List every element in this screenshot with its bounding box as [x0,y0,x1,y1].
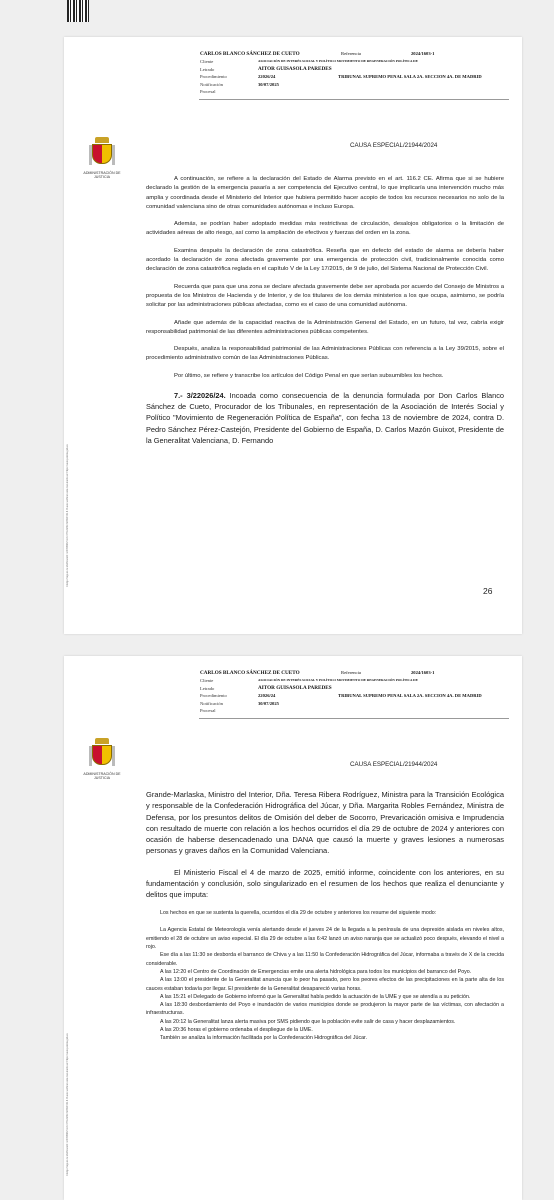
procesal-label: Procesal [200,89,216,95]
paragraph: Además, se podrían haber adoptado medidas más restrictivas de circulación, desalojos obligatorios o la limitación de actividades aéreas de alto riesgo, así como la ampliación de efectivos y fuerzas del orden en la zona. [146,221,504,237]
coat-of-arms-icon [89,738,115,770]
paragraph-7 [146,390,504,446]
paragraph: Después, analiza la responsabilidad patrimonial de las Administraciones Públicas con referencia a la Ley 39/2015, sobre el procedimiento administrativo común de las Administraciones Públicas. [146,346,504,362]
quote-item: A las 15:21 el Delegado de Gobierno informó que la Generalitat había pedido la actuación de la UME y que se atendía a su petición. [160,993,471,1000]
crest-label: ADMINISTRACIÓN DE JUSTICIA [83,171,121,180]
verification-side-text: Código Seguro de Verificación: E04799637-MJ-FP7UJM32-M9SW-0R.8 Puede verificar este documento en https://sede.justicia.gob.es [66,444,69,587]
page-number: 26 [483,586,493,596]
notification-label: Notificación [200,700,223,706]
reference-value: 2024/1603-1 [411,670,435,675]
lawyer-label: Letrado [200,66,215,72]
reference-label: Referencia [341,670,361,675]
coat-of-arms [76,137,128,180]
client-name: CARLOS BLANCO SÁNCHEZ DE CUETO [200,51,300,57]
quote-item: Ese día a las 11:30 se desborda el barranco de Chiva y a las 11:50 la Confederación Hidrográfica del Júcar, informaba a través de X de la crecida considerable. [146,952,504,967]
quote-intro: Los hechos en que se sustenta la querella, ocurridos el día 29 de octubre y anteriores los resume del siguiente modo: [160,910,437,917]
court-name: TRIBUNAL SUPREMO PENAL SALA 2A. SECCION 4A. DE MADRID [338,693,482,699]
quote-item: A las 20:36 horas el gobierno ordenaba el despliegue de la UME. [160,1027,313,1034]
client-label: Cliente [200,678,214,684]
document-header [200,51,510,95]
coat-of-arms [76,738,128,781]
paragraph: A continuación, se refiere a la declaración del Estado de Alarma previsto en el art. 116.2 CE. Afirma que si se hubiere declarado la gestión de la emergencia pasaría a ser competencia del Ejecutivo central, lo que implicaría una intervención mucho más amplia y coordinada desde el Ministerio del Interior que hubiera permitido hacer acopio de todos los recursos necesarios no solo de la comunidad valenciana sino de otras comunidades autónomas e incluso Europa. [146,176,504,210]
reference-label: Referencia [341,51,361,56]
header-divider [199,99,509,100]
procesal-label: Procesal [200,708,216,714]
coat-of-arms-icon [89,137,115,169]
notification-value: 30/07/2025 [258,81,279,87]
procedure-value: 22026/24 [258,74,276,80]
paragraph: Recuerda que para que una zona se declare afectada gravemente debe ser aprobada por acuerdo del Consejo de Ministros a propuesta de los Ministros de Hacienda y de Interior, y de los titulares de los demás ministerios a los que ocupa, asimismo, se podría solicitar por las administraciones públicas afectadas, como es el caso de una comunidad autónoma. [146,283,504,309]
page-2-body [146,789,504,1043]
paragraph: Por último, se refiere y transcribe los artículos del Código Penal en que serían subsumibles los hechos. [174,372,444,379]
procedure-label: Procedimiento [200,74,227,80]
procedure-label: Procedimiento [200,693,227,699]
paragraph: Añade que además de la capacidad reactiva de la Administración General del Estado, en un futuro, tal vez, cabría exigir responsabilidad patrimonial de las diferentes administraciones públicas competentes. [146,319,504,335]
qr-code [67,0,89,22]
quote-item: También se analiza la información facilitada por la Confederación Hidrográfica del Júcar. [160,1035,367,1042]
client-value: ASOCIACIÓN DE INTERÉS SOCIAL Y POLÍTICO MOVIMIENTO DE REGENERACIÓN POLÍTICA DE [258,678,418,683]
paragraph: Examina después la declaración de zona catastrófica. Reseña que en defecto del estado de alarma se debería haber acordado la declaración de zona afectada gravemente por una emergencia de protección civil, tradicionalmente conocida como declaración de zona catastrófica reglada en el capítulo V de la Ley 17/2015, de 9 de julio, del Sistema Nacional de Protección Civil. [146,247,504,273]
reference-value: 2024/1603-1 [411,51,435,56]
lawyer-value: AITOR GUISASOLA PAREDES [258,65,332,72]
notification-value: 30/07/2025 [258,700,279,706]
page-1-body [146,175,504,446]
paragraph: Grande-Marlaska, Ministro del Interior, Dña. Teresa Ribera Rodríguez, Ministra para la Transición Ecológica y responsable de la Confederación Hidrográfica del Júcar, y Dña. Margarita Robles Fernández, Ministra de Defensa, por los presuntos delitos de Omisión del deber de Socorro, Prevaricación omisiva e Imprudencia con resultado de muerte con relación a los hechos ocurridos el día 29 de octubre de 2024 y anteriores con ocasión de haberse desencadenado una DANA que causó la muerte y graves lesiones a numerosas personas y graves daños en la Comunidad Valenciana. [146,790,504,856]
document-page-2 [64,656,522,1200]
quote-item: A las 20:12 la Generalitat lanza alerta masiva por SMS pidiendo que la población evite salir de casa y hacer desplazamientos. [160,1018,456,1025]
header-divider [199,718,509,719]
paragraph-7-text: Incoada como consecuencia de la denuncia formulada por Don Carlos Blanco Sánchez de Cueto, Procurador de los Tribunales, en representación de la Asociación de Interés Social y Político "Movimiento de Regeneración Política de España", con fecha 13 de noviembre de 2024, contra D. Pedro Sánchez Pérez-Castejón, Presidente del Gobierno de España, D. Carlos Mazón Guixot, Presidente de la Generalitat Valenciana, D. Fernando [146,391,504,445]
causa-number: CAUSA ESPECIAL/21944/2024 [350,761,438,768]
document-page-1 [64,37,522,634]
crest-label: ADMINISTRACIÓN DE JUSTICIA [83,772,121,781]
client-label: Cliente [200,59,214,65]
quote-item: La Agencia Estatal de Meteorología venía alertando desde el jueves 24 de la llegada a la península de una depresión aislada en niveles altos, emitiendo el 28 de octubre un aviso especial. El día 29 de octubre a las 6:42 lanzó un aviso naranja que se actualizó poco después, elevando el nivel a rojo. [146,927,504,951]
client-value: ASOCIACIÓN DE INTERÉS SOCIAL Y POLÍTICO MOVIMIENTO DE REGENERACIÓN POLÍTICA DE [258,59,418,64]
lawyer-label: Letrado [200,685,215,691]
paragraph-7-number: 7.- 3/22026/24. [174,391,226,401]
quote-item: A las 18:30 desbordamiento del Poyo e inundación de varios municipios donde se produjeron la mayor parte de las víctimas, con afectación a infraestructuras. [146,1002,504,1017]
notification-label: Notificación [200,81,223,87]
document-header [200,670,510,714]
verification-side-text: Código Seguro de Verificación: E04799637-MJ-FP7UJM32-M9SW-0R.8 Puede verificar este documento en https://sede.justicia.gob.es [66,1033,69,1176]
procedure-value: 22026/24 [258,693,276,699]
court-name: TRIBUNAL SUPREMO PENAL SALA 2A. SECCION 4A. DE MADRID [338,74,482,80]
paragraph: El Ministerio Fiscal el 4 de marzo de 2025, emitió informe, coincidente con los anteriores, en su fundamentación y conclusión, solo singularizado en el resumen de los hechos que realiza el denunciante y delitos que imputa: [146,867,504,900]
quote-item: A las 13:00 el presidente de la Generalitat anuncia que lo peor ha pasado, pero los peores efectos de las precipitaciones en la parte alta de los cauces estaban todavía por llegar. El presidente de la Generalitat desapareció varias horas. [146,977,504,992]
client-name: CARLOS BLANCO SÁNCHEZ DE CUETO [200,670,300,676]
quote-item: A las 12:20 el Centro de Coordinación de Emergencias emite una alerta hidrológica para todos los municipios del barranco del Poyo. [160,968,472,975]
lawyer-value: AITOR GUISASOLA PAREDES [258,684,332,691]
causa-number: CAUSA ESPECIAL/21944/2024 [350,142,438,149]
